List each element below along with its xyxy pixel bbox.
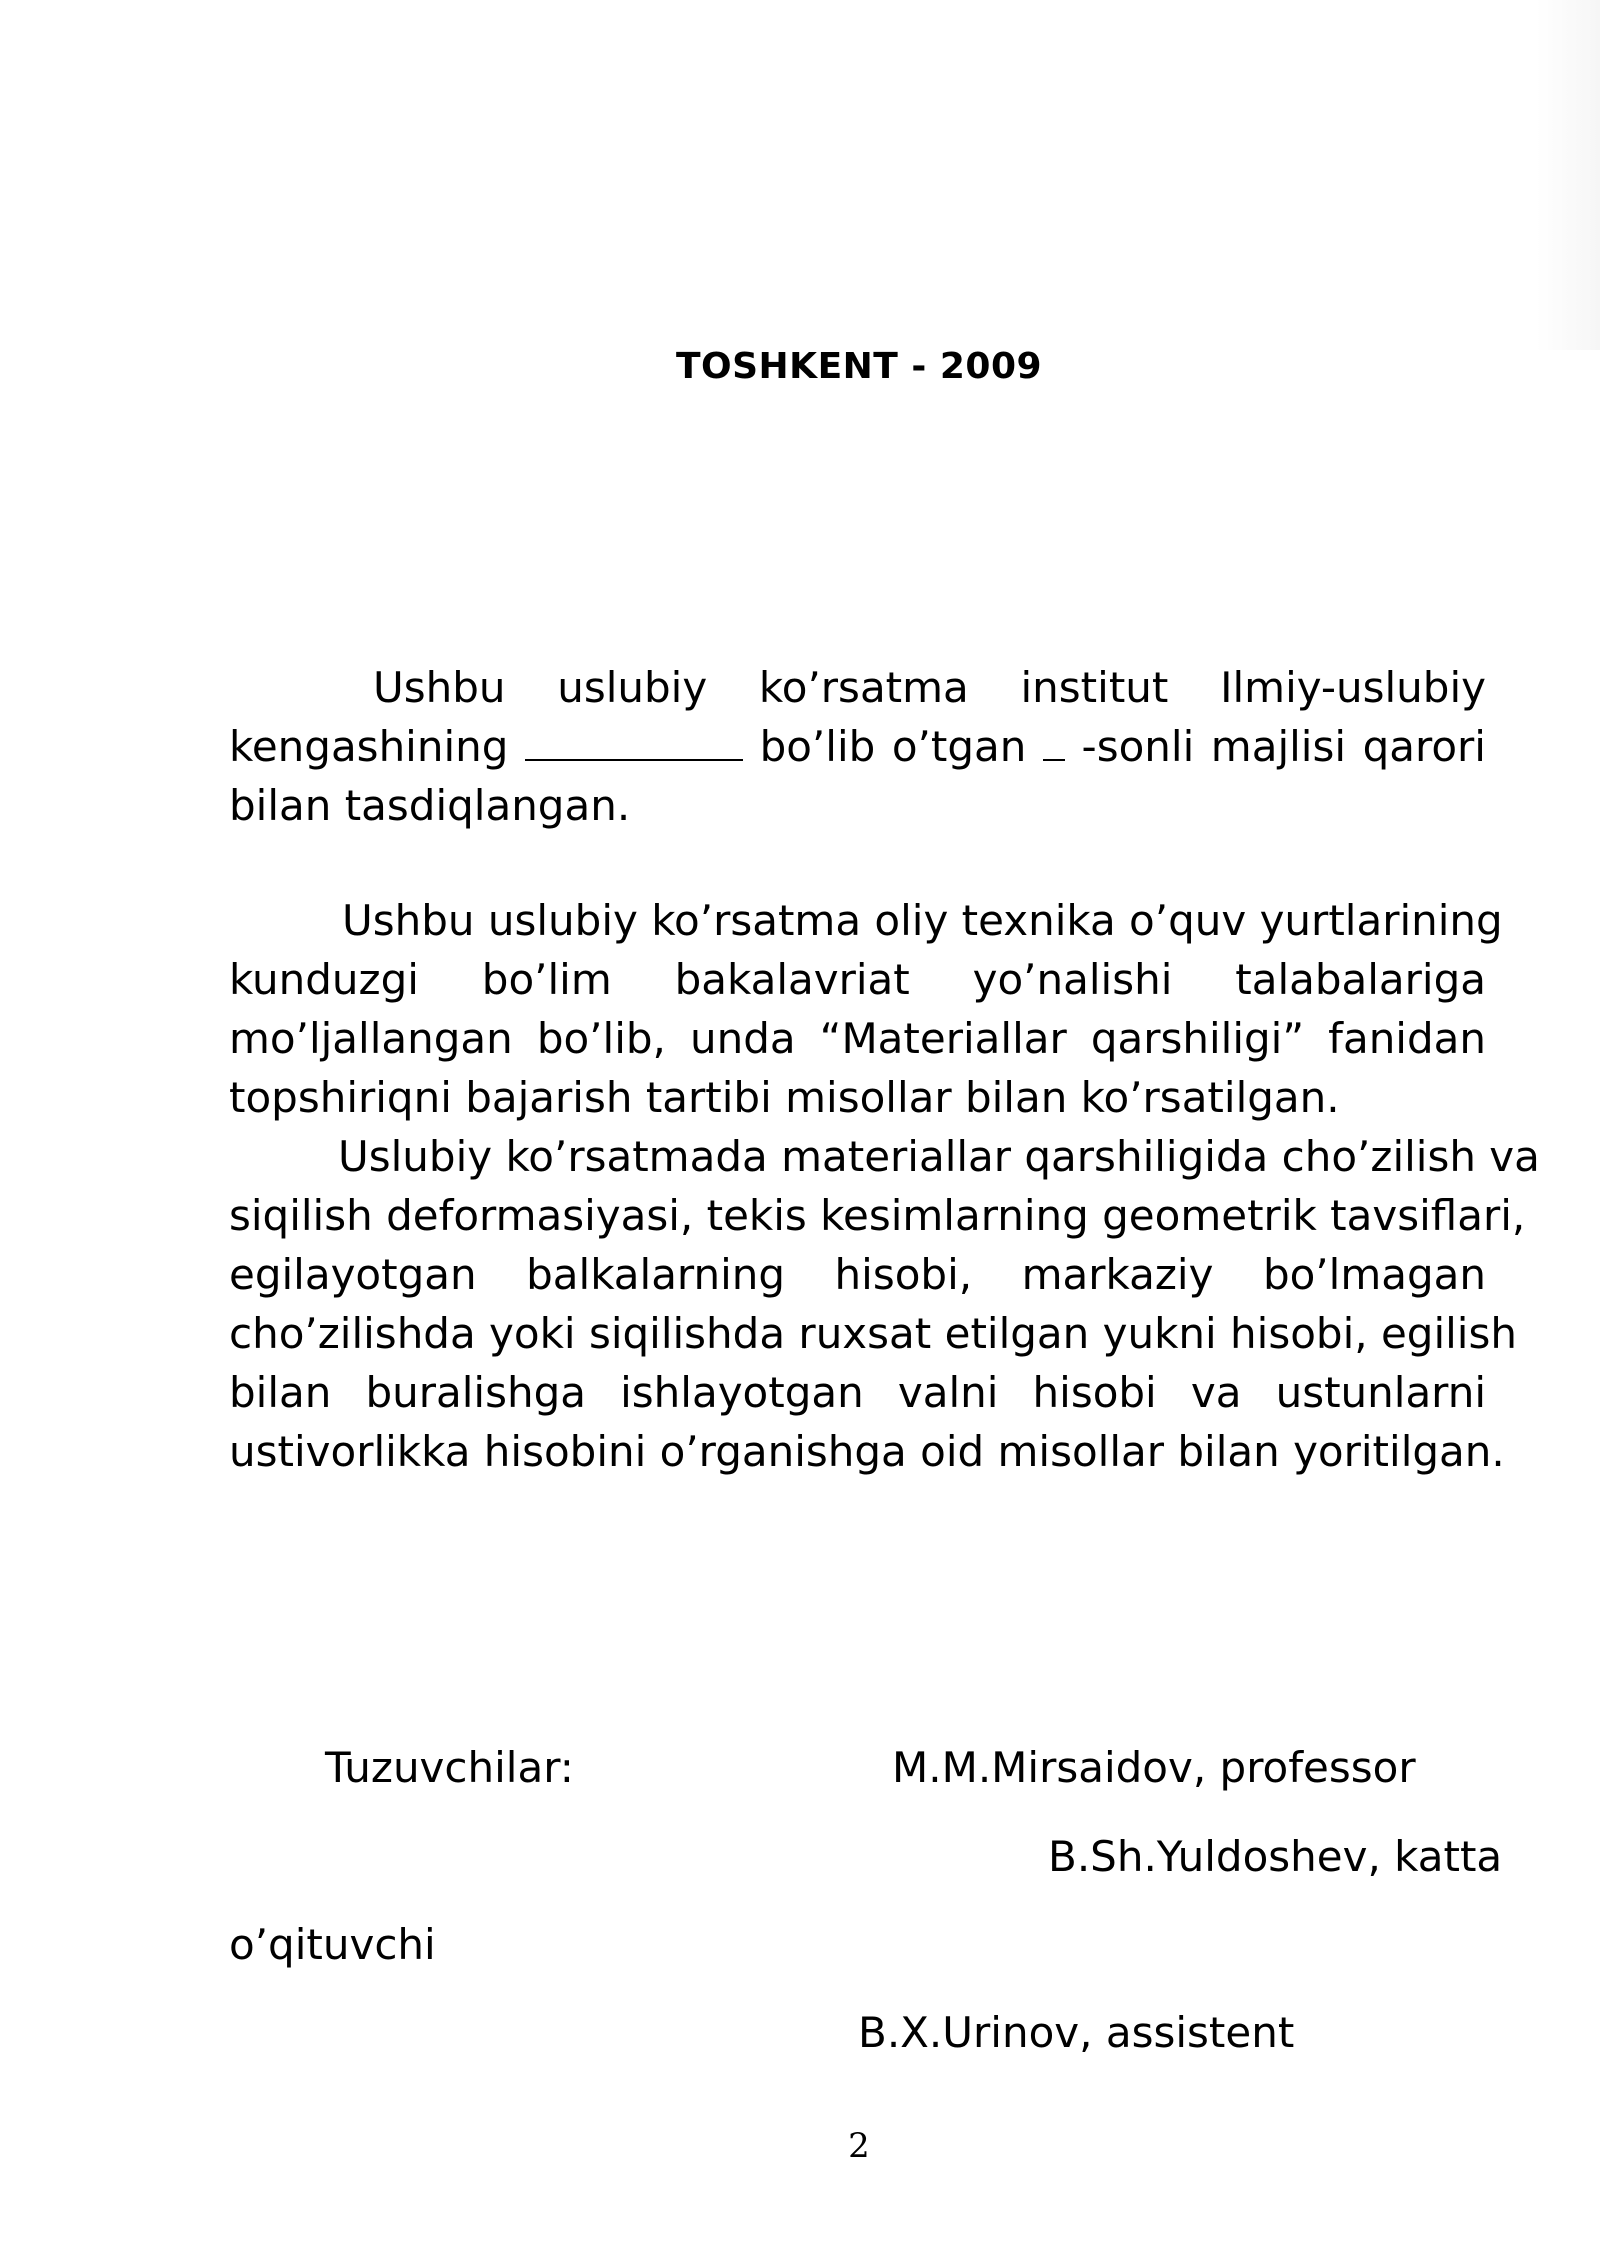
description-line: bilan buralishga ishlayotgan valni hisobi va ustunlarni [229, 1368, 1486, 1417]
description-line: ustivorlikka hisobini o’rganishga oid misollar bilan yoritilgan. [229, 1427, 1505, 1476]
city-year-heading: TOSHKENT - 2009 [675, 346, 1043, 387]
description-line: mo’ljallangan bo’lib, unda “Materiallar qarshiligi” fanidan [229, 1014, 1486, 1063]
text-fragment: ko’rsatma [758, 663, 969, 712]
description-line: egilayotgan balkalarning hisobi, markaziy bo’lmagan [229, 1250, 1486, 1299]
description-line: siqilish deformasiyasi, tekis kesimlarning geometrik tavsiflari, [229, 1191, 1526, 1240]
approval-line-2 [229, 717, 1486, 776]
authors-label: Tuzuvchilar: [325, 1743, 574, 1792]
text-fragment: Ushbu [373, 663, 506, 712]
description-line: kunduzgi bo’lim bakalavriat yo’nalishi talabalariga [229, 955, 1486, 1004]
text-fragment: uslubiy [557, 663, 708, 712]
description-line: topshiriqni bajarish tartibi misollar bilan ko’rsatilgan. [229, 1073, 1340, 1122]
description-line: cho’zilishda yoki siqilishda ruxsat etilgan yukni hisobi, egilish [229, 1309, 1517, 1358]
text-fragment: kengashining [229, 722, 509, 771]
text-fragment: Ilmiy-uslubiy [1220, 663, 1486, 712]
approval-paragraph [229, 658, 1486, 835]
author-1: M.M.Mirsaidov, professor [892, 1743, 1416, 1792]
text-fragment: bo’lib o’tgan [759, 722, 1027, 771]
description-paragraph-1 [229, 891, 1503, 1127]
text-fragment: -sonli majlisi qarori [1081, 722, 1486, 771]
number-blank-field [1043, 729, 1065, 761]
approval-line-1 [229, 658, 1486, 717]
approval-line-3: bilan tasdiqlangan. [229, 781, 631, 830]
date-blank-field [525, 729, 743, 761]
page-number: 2 [848, 2126, 870, 2166]
description-line: Ushbu uslubiy ko’rsatma oliy texnika o’quv yurtlarining [342, 896, 1503, 945]
author-3: B.X.Urinov, assistent [858, 2008, 1295, 2057]
author-2: B.Sh.Yuldoshev, katta [1048, 1832, 1503, 1881]
author-2-continuation: o’qituvchi [229, 1920, 436, 1969]
description-line: Uslubiy ko’rsatmada materiallar qarshiligida cho’zilish va [338, 1132, 1540, 1181]
description-paragraph-2 [229, 1127, 1540, 1481]
page-background [0, 0, 1600, 350]
text-fragment: institut [1020, 663, 1169, 712]
